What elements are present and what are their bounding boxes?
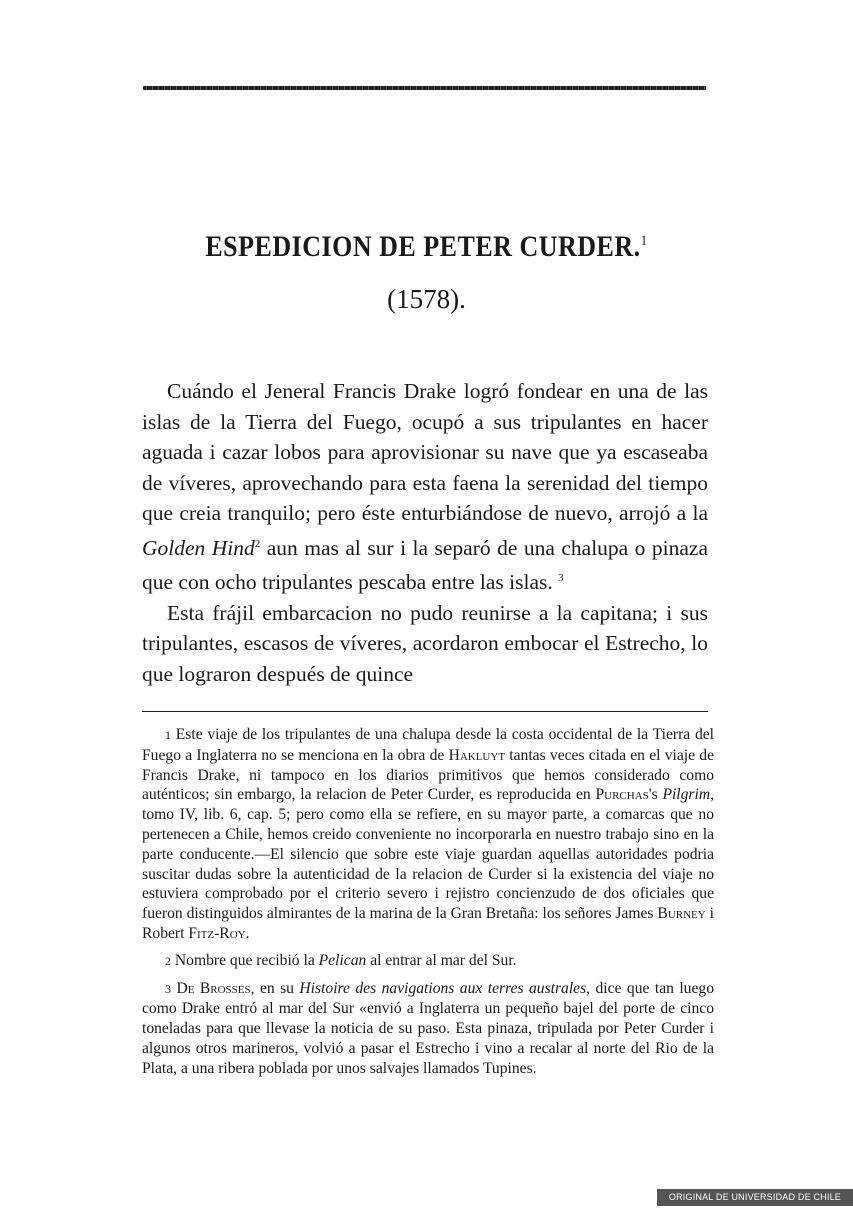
footnote-1-text-b: tantas veces citada en el viaje de Francis Drake, ni tampoco en los diarios primitivos que hemos considerado como auténticos; sin embargo, la relacion de Peter Curder, es reproducida en xyxy=(142,746,714,804)
footnote-3-number: 3 xyxy=(165,981,171,996)
author-burney: Burney xyxy=(657,905,706,923)
footnote-1-number: 1 xyxy=(165,728,171,742)
footnote-2-text-b: al entrar al mar del Sur. xyxy=(366,951,517,969)
body-text xyxy=(142,376,708,689)
footnote-1-text-d: tomo IV, lib. 6, cap. 5; pero como ella se refiere, en su mayor parte, a comarcas que no pertenecen a Chile, hemos creido conveniente no incorporarla en nuestro trabajo sino en la parte conducente.—El silencio que sobre este viaje guardan aquellas autoridades podria suscitar dudas sobre la autenticidad de la relacion de Curder si la existencia del viaje no estuviera comprobado por el criterio severo i rejistro concienzudo de dos oficiales que fueron distinguidos almirantes de la marina de la Gran Bretaña: los señores James xyxy=(142,806,714,923)
footnote-1-text-f: . xyxy=(245,924,250,942)
body-paragraph-1-part-b: aun mas al sur i la separó de una chalupa o pinaza que con ocho tripulantes pescaba entre las islas. xyxy=(142,535,708,595)
footnote-ref-2: 2 xyxy=(254,537,261,550)
footnotes xyxy=(142,725,714,1086)
chapter-year: (1578). xyxy=(387,284,466,314)
top-ornamental-rule xyxy=(143,86,706,90)
footnote-3-text-a: , en su xyxy=(250,979,300,997)
chapter-title xyxy=(0,230,853,264)
footnote-ref-1: 1 xyxy=(640,231,648,249)
footnote-1-text-e: i Robert xyxy=(142,905,714,942)
footnote-ref-3: 3 xyxy=(558,572,564,585)
work-pilgrim: Pilgrim, xyxy=(662,786,714,804)
author-purchas: Purchas xyxy=(595,786,649,804)
ship-name-pelican: Pelican xyxy=(318,951,367,969)
chapter-title-text: ESPEDICION DE PETER CURDER. xyxy=(205,230,641,263)
footnote-2 xyxy=(142,951,714,972)
body-paragraph-1-part-a: Cuándo el Jeneral Francis Drake logró fondear en una de las islas de la Tierra del Fuego, ocupó a sus tripulantes en hacer aguada i cazar lobos para aprovisionar su nave que ya escaseaba de víveres, aprovechando para esta faena la serenidad del tiempo que creia tranquilo; pero éste enturbiándose de nuevo, arrojó a la xyxy=(142,379,708,525)
author-hakluyt: Hakluyt xyxy=(448,746,506,764)
author-de-brosses: De Brosses xyxy=(176,979,251,997)
footnote-2-number: 2 xyxy=(165,953,171,968)
footnote-1-text-c: 's xyxy=(648,786,663,804)
footnote-3-text-b: dice que tan luego como Drake entró al mar del Sur «envió a Inglaterra un pequeño bajel del porte de cinco toneladas para que llevase la noticia de su paso. Esta pinaza, tripulada por Peter Curder i algunos otros marineros, volvió a pasar el Estrecho i vino a recalar al norte del Rio de la Plata, a una ribera poblada por unos salvajes llamados Tupines. xyxy=(142,979,714,1077)
footnote-1 xyxy=(142,725,714,944)
footnote-3 xyxy=(142,979,714,1079)
footnote-2-text-a: Nombre que recibió la xyxy=(171,951,319,969)
footnote-separator xyxy=(142,711,708,712)
author-fitz-roy: Fitz-Roy xyxy=(188,924,246,942)
body-paragraph-2: Esta frájil embarcacion no pudo reunirse a la capitana; i sus tripulantes, escasos de víveres, acordaron embocar el Estrecho, lo que lograron después de quince xyxy=(142,600,708,686)
work-histoire-des-navigations: Histoire des navigations aux terres australes, xyxy=(299,979,591,997)
footnote-1-text-a: Este viaje de los tripulantes de una chalupa desde la costa occidental de la Tierra del Fuego a Inglaterra no se menciona en la obra de xyxy=(142,726,714,764)
archive-watermark-label: ORIGINAL DE UNIVERSIDAD DE CHILE xyxy=(657,1189,853,1206)
ship-name-golden-hind: Golden Hind xyxy=(142,535,255,560)
body-paragraph-1 xyxy=(142,376,708,598)
